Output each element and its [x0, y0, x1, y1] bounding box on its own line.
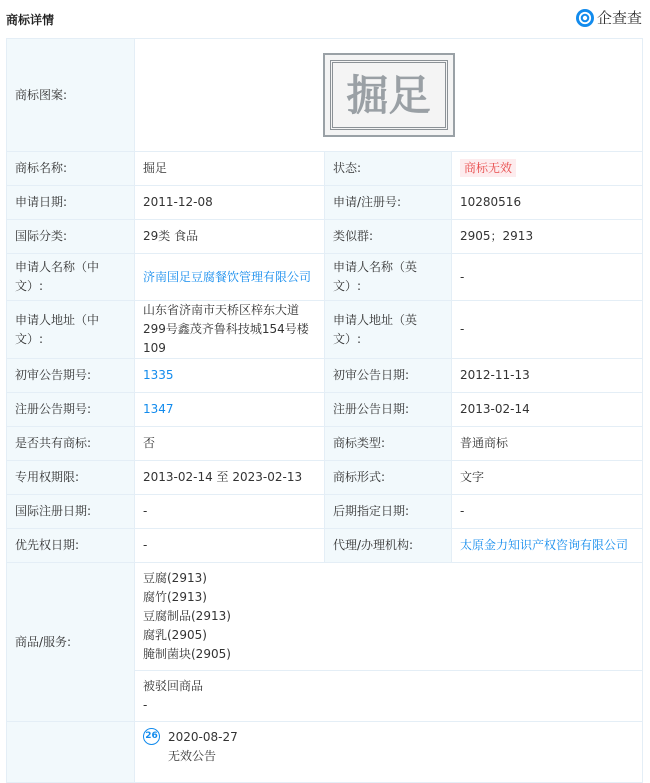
qichacha-logo-icon [576, 9, 594, 27]
prelim-notice-number-cell [135, 359, 325, 393]
field-label: 商标图案: [7, 39, 135, 152]
list-item: 腐竹(2913) [143, 590, 207, 604]
list-item: 腌制菌块(2905) [143, 647, 231, 661]
field-label: 是否共有商标: [7, 427, 135, 461]
field-label: 国际注册日期: [7, 495, 135, 529]
flow-event: 无效公告 [168, 749, 217, 763]
field-label: 申请/注册号: [325, 186, 452, 220]
trademark-type: 普通商标 [452, 427, 643, 461]
table-row [7, 359, 643, 393]
table-row-logo [7, 39, 643, 152]
later-designation-date: - [452, 495, 643, 529]
trademark-detail-table [6, 38, 643, 783]
field-label: 状态: [325, 152, 452, 186]
exclusive-right-period: 2013-02-14 至 2023-02-13 [135, 461, 325, 495]
flow-label-cell [7, 722, 135, 783]
field-label: 代理/办理机构: [325, 529, 452, 563]
status-cell [452, 152, 643, 186]
field-label: 国际分类: [7, 220, 135, 254]
list-item: 腐乳(2905) [143, 628, 207, 642]
flow-cell [135, 722, 643, 783]
rejected-goods-label: 被驳回商品 [143, 679, 204, 693]
reg-notice-date: 2013-02-14 [452, 393, 643, 427]
table-row-flow [7, 722, 643, 783]
field-label: 申请人地址（中文）: [7, 301, 135, 359]
field-label: 申请日期: [7, 186, 135, 220]
field-label: 商标形式: [325, 461, 452, 495]
applicant-address: 山东省济南市天桥区梓东大道299号鑫茂齐鲁科技城154号楼109 [135, 301, 325, 359]
flow-number-badge: 26 [143, 728, 160, 745]
field-label: 优先权日期: [7, 529, 135, 563]
table-row [7, 461, 643, 495]
international-class: 29类 食品 [135, 220, 325, 254]
page-title: 商标详情 [6, 13, 55, 27]
agency-cell [452, 529, 643, 563]
field-label: 商标类型: [325, 427, 452, 461]
list-item: 豆腐制品(2913) [143, 609, 231, 623]
field-label: 初审公告日期: [325, 359, 452, 393]
goods-services-cell [135, 563, 643, 722]
priority-date: - [135, 529, 325, 563]
rejected-goods [135, 670, 642, 717]
table-row [7, 393, 643, 427]
field-label: 注册公告期号: [7, 393, 135, 427]
flow-date: 2020-08-27 [168, 730, 238, 744]
field-label: 初审公告期号: [7, 359, 135, 393]
agency-link[interactable]: 太原金力知识产权咨询有限公司 [460, 538, 629, 552]
table-row [7, 186, 643, 220]
prelim-notice-date: 2012-11-13 [452, 359, 643, 393]
brand-name: 企查查 [596, 9, 642, 27]
field-label: 申请人名称（英文）: [325, 254, 452, 301]
rejected-goods-value: - [143, 698, 148, 712]
table-row [7, 495, 643, 529]
prelim-notice-number-link[interactable]: 1335 [143, 368, 174, 382]
trademark-form: 文字 [452, 461, 643, 495]
field-label: 申请人名称（中文）: [7, 254, 135, 301]
table-row [7, 529, 643, 563]
table-row [7, 301, 643, 359]
table-row [7, 427, 643, 461]
table-row [7, 220, 643, 254]
trademark-image-cell [135, 39, 643, 152]
field-label: 专用权期限: [7, 461, 135, 495]
table-row [7, 152, 643, 186]
reg-notice-number-cell [135, 393, 325, 427]
goods-list [143, 569, 634, 664]
brand-logo[interactable] [576, 7, 642, 28]
table-row [7, 254, 643, 301]
registration-number: 10280516 [452, 186, 643, 220]
field-label: 后期指定日期: [325, 495, 452, 529]
application-date: 2011-12-08 [135, 186, 325, 220]
applicant-address-en: - [452, 301, 643, 359]
list-item: 豆腐(2913) [143, 571, 207, 585]
applicant-name-en: - [452, 254, 643, 301]
trademark-image-text: 掘足 [330, 60, 448, 130]
intl-registration-date: - [135, 495, 325, 529]
status-badge: 商标无效 [460, 159, 516, 177]
flow-item [143, 728, 634, 766]
trademark-name: 掘足 [135, 152, 325, 186]
applicant-name-link-cell [135, 254, 325, 301]
shared-trademark: 否 [135, 427, 325, 461]
trademark-image[interactable] [323, 53, 455, 137]
field-label: 商标名称: [7, 152, 135, 186]
field-label: 注册公告日期: [325, 393, 452, 427]
page-header [0, 0, 650, 36]
field-label: 商品/服务: [7, 563, 135, 722]
field-label: 类似群: [325, 220, 452, 254]
field-label: 申请人地址（英文）: [325, 301, 452, 359]
applicant-name-link[interactable]: 济南国足豆腐餐饮管理有限公司 [143, 269, 312, 284]
flow-text [168, 728, 238, 766]
reg-notice-number-link[interactable]: 1347 [143, 402, 174, 416]
table-row-goods [7, 563, 643, 722]
similar-group: 2905；2913 [452, 220, 643, 254]
